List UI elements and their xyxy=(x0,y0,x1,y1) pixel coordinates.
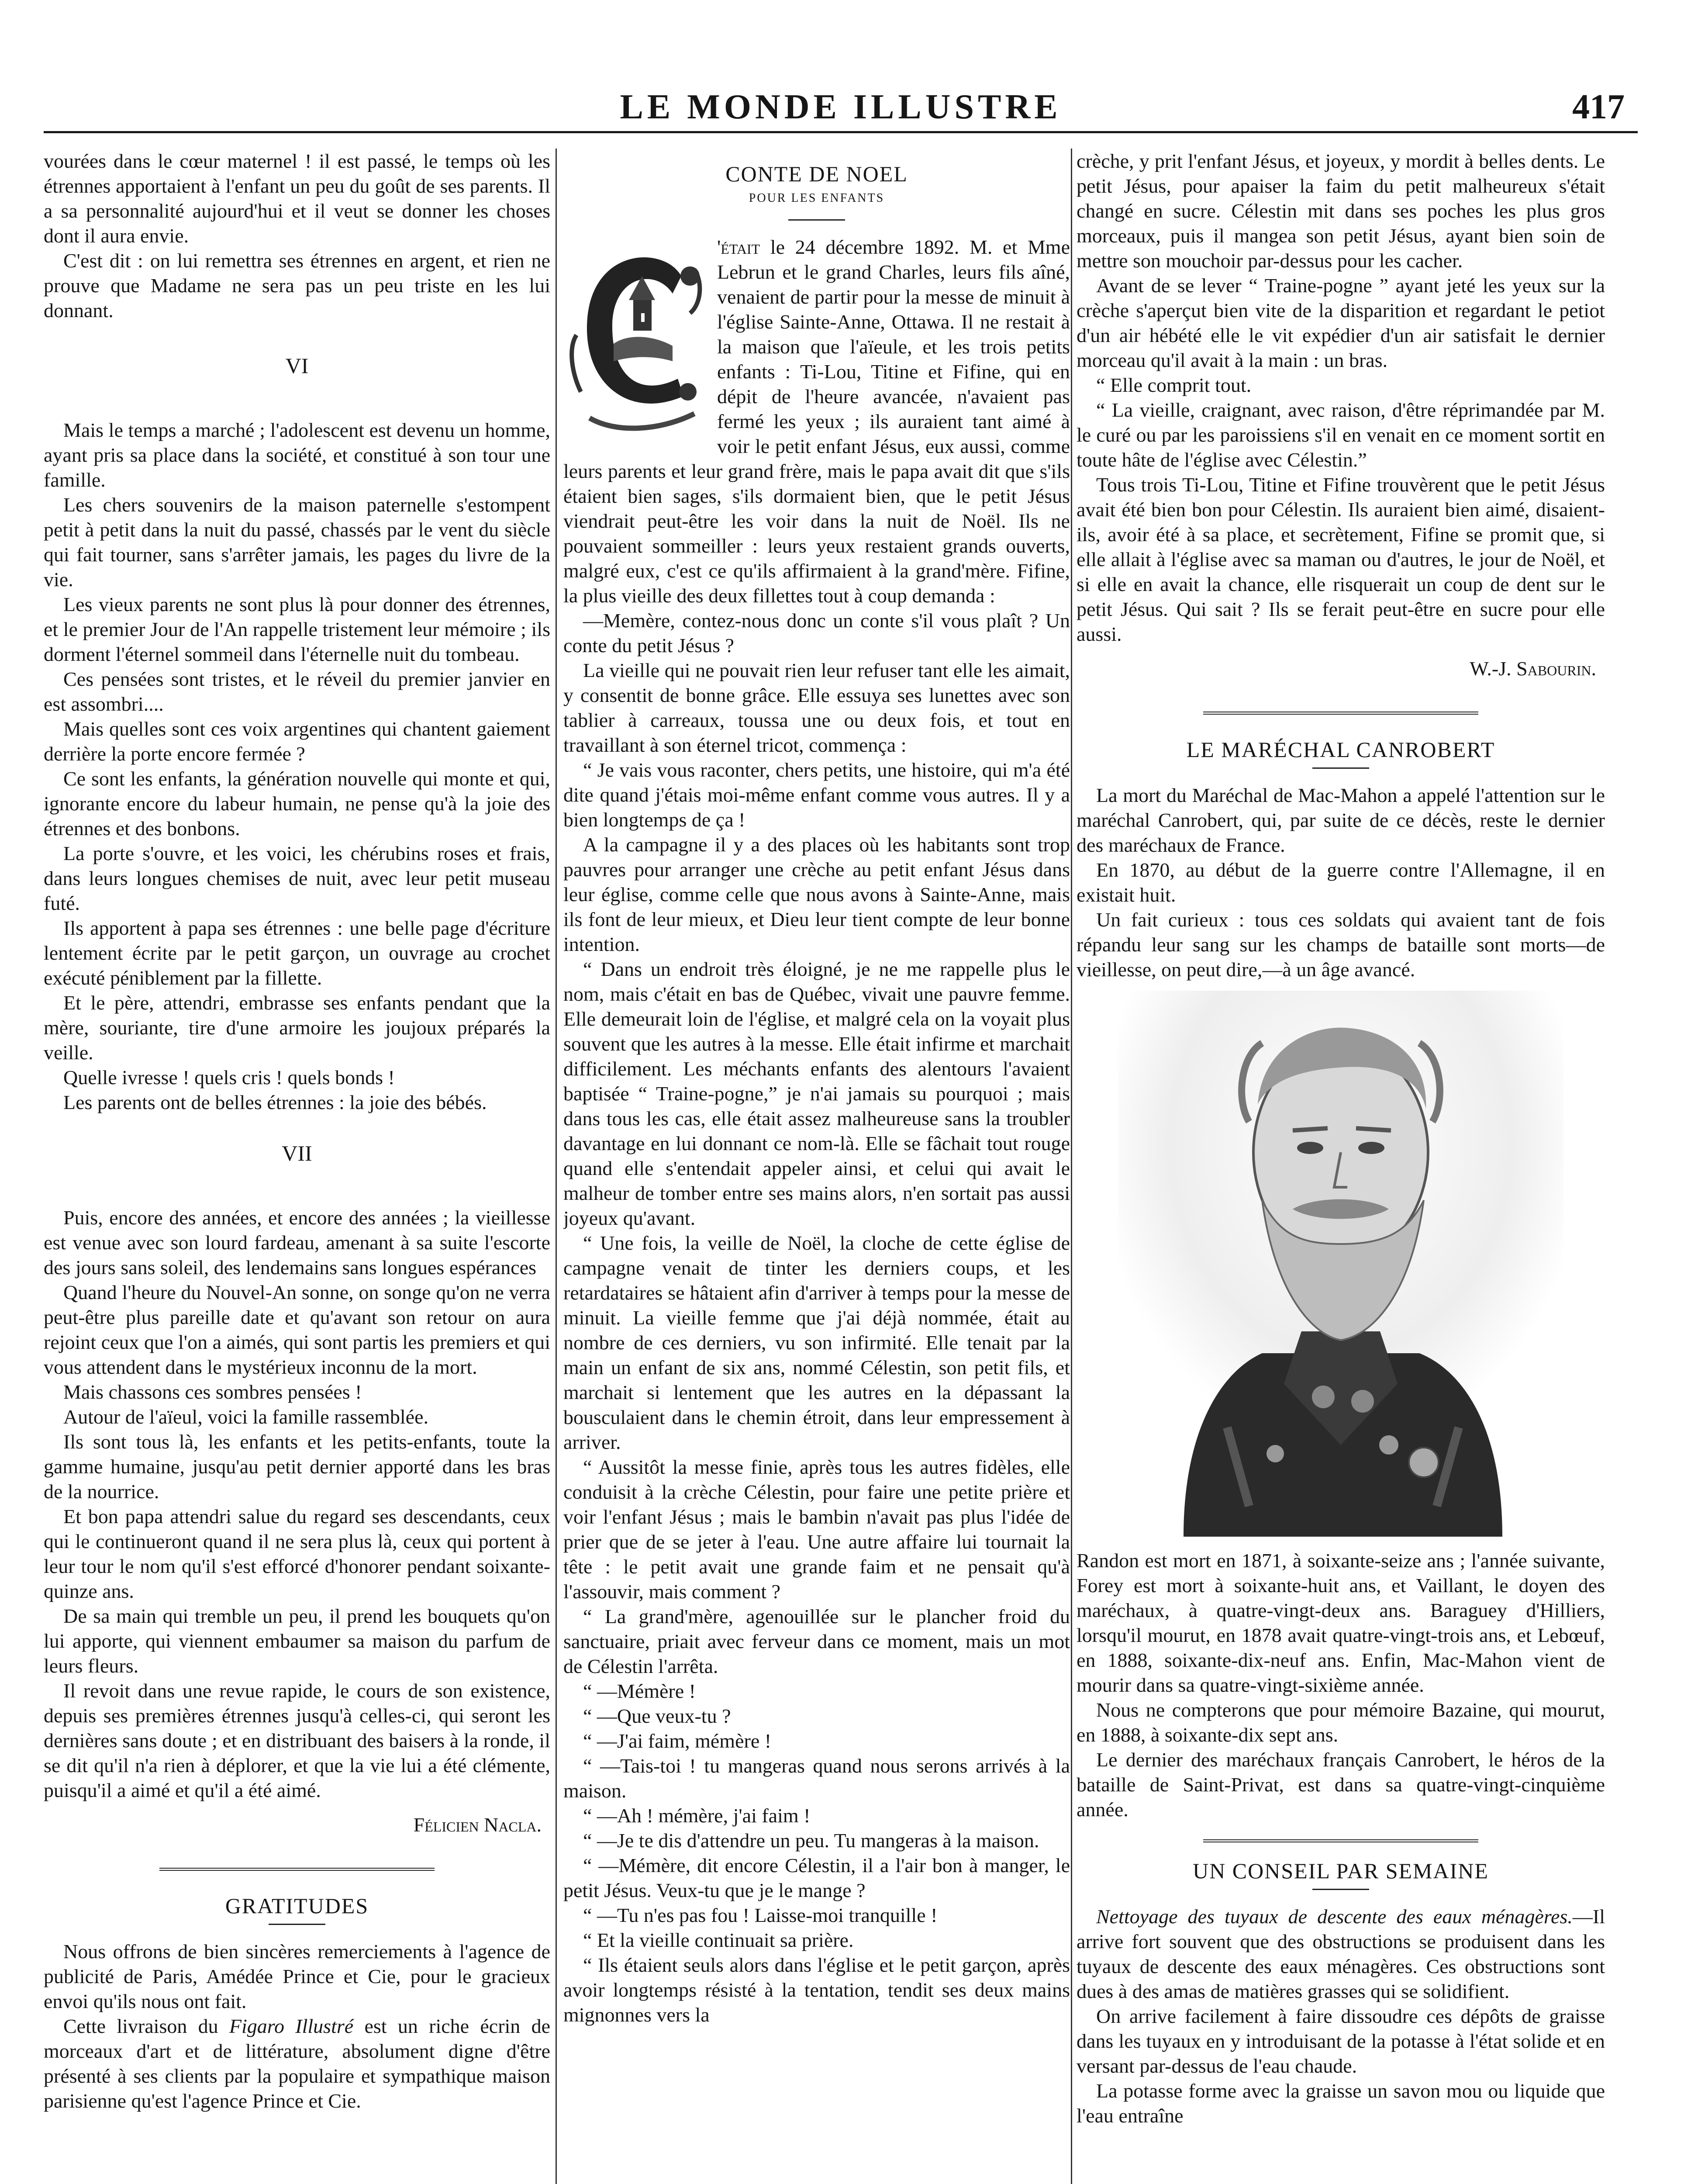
paragraph: “ Et la vieille continuait sa prière. xyxy=(583,1929,854,1951)
conte-header xyxy=(563,162,1070,221)
paragraph: La porte s'ouvre, et les voici, les chérubins roses et frais, dans leurs longues chemises de nuit, avec leur petit museau futé. xyxy=(44,842,550,914)
text: —Il arrive fort souvent que des obstructions se produisent dans les tuyaux de descente des eaux ménagères. Ces obstructions sont dues à des amas de matières grasses qui se solidifient. xyxy=(1077,1905,1605,2002)
paragraph: Le dernier des maréchaux français Canrobert, le héros de la bataille de Saint-Privat, est dans sa quatre-vingt-cinquième année. xyxy=(1077,1749,1605,1821)
conseil-header xyxy=(1077,1839,1605,1890)
column-1 xyxy=(44,149,550,2184)
paragraph: Les parents ont de belles étrennes : la joie des bébés. xyxy=(63,1091,487,1113)
paragraph: vourées dans le cœur maternel ! il est passé, le temps où les étrennes apportaient à l'enfant un peu du goût de ses parents. Il a sa personnalité aujourd'hui et il veut se donner les choses dont il aura envie. xyxy=(44,150,550,247)
paragraph: “ Aussitôt la messe finie, après tous les autres fidèles, elle conduisit à la crèche Célestin, pour faire une petite prière et voir l'enfant Jésus ; mais le bambin n'avait pas plus l'idée de prier que de se jeter à l'eau. Une autre affaire lui tournait la tête : le petit avait une grande faim et ne pensait qu'à l'assouvir, mais comment ? xyxy=(563,1456,1070,1603)
paragraph: Mais quelles sont ces voix argentines qui chantent gaiement derrière la porte encore fermée ? xyxy=(44,718,550,765)
canrobert-header xyxy=(1077,712,1605,769)
paragraph: En 1870, au début de la guerre contre l'Allemagne, il en existait huit. xyxy=(1077,859,1605,906)
paragraph: Les vieux parents ne sont plus là pour donner des étrennes, et le premier Jour de l'An rappelle tristement leur mémoire ; ils dorment l'éternel sommeil dans l'éternelle nuit du tombeau. xyxy=(44,593,550,665)
paragraph: Et le père, attendri, embrasse ses enfants pendant que la mère, souriante, tire d'une armoire les joujoux préparés la veille. xyxy=(44,992,550,1064)
paragraph: C'est dit : on lui remettra ses étrennes en argent, et rien ne prouve que Madame ne sera pas un peu triste en les lui donnant. xyxy=(44,249,550,321)
paragraph: Mais le temps a marché ; l'adolescent est devenu un homme, ayant pris sa place dans la société, et constitué à son tour une famille. xyxy=(44,419,550,491)
paragraph: —Memère, contez-nous donc un conte s'il vous plaît ? Un conte du petit Jésus ? xyxy=(563,609,1070,657)
paragraph: La mort du Maréchal de Mac-Mahon a appelé l'attention sur le maréchal Canrobert, qui, par suite de ce décès, reste le dernier des maréchaux de France. xyxy=(1077,784,1605,856)
paragraph: “ —J'ai faim, mémère ! xyxy=(583,1730,772,1752)
paragraph: Un fait curieux : tous ces soldats qui avaient tant de fois répandu leur sang sur les champs de bataille sont morts—de vieillesse, on peut dire,—à un âge avancé. xyxy=(1077,909,1605,981)
paragraph: “ —Tais-toi ! tu mangeras quand nous serons arrivés à la maison. xyxy=(563,1755,1070,1802)
paragraph: Quelle ivresse ! quels cris ! quels bonds ! xyxy=(63,1066,395,1089)
title-rule xyxy=(788,219,845,221)
text: le 24 décembre 1892. M. et Mme Lebrun et le grand Charles, leurs fils aîné, venaient de partir pour la messe de minuit à l'église Sainte-Anne, Ottawa. Il ne restait à la maison que l'aïeule, et les trois petits enfants : Ti-Lou, Titine et Fifine, qui en dépit de l'heure avancée, n'avaient pas fermé les yeux ; ils auraient tant aimé à voir le petit enfant Jésus, eux aussi, comme leurs parents et leur grand frère, mais le papa avait dit que s'ils étaient bien sages, s'ils dormaient bien, que le petit Jésus viendrait peut-être les voir dans la nuit de Noël. Ils ne pouvaient sommeiller : leurs yeux restaient grands ouverts, malgré eux, c'est ce qu'ils affirmaient à la grand'mère. Fifine, la plus vieille des deux fillettes tout à coup demanda : xyxy=(563,236,1070,607)
section-rule xyxy=(1203,1839,1478,1843)
gratitudes-header xyxy=(44,1868,550,1925)
paragraph: “ Ils étaient seuls alors dans l'église et le petit garçon, après avoir longtemps résisté à la tentation, tendit ses deux mains mignonnes vers la xyxy=(563,1954,1070,2026)
canrobert-portrait xyxy=(1118,991,1563,1537)
column-divider xyxy=(1071,149,1072,2184)
section-title: UN CONSEIL PAR SEMAINE xyxy=(1193,1859,1489,1883)
text: Cette livraison du xyxy=(63,2015,229,2037)
article-title: CONTE DE NOEL xyxy=(725,162,908,186)
section-rule xyxy=(159,1868,435,1872)
paragraph: Mais chassons ces sombres pensées ! xyxy=(63,1381,362,1403)
title-rule xyxy=(1312,767,1369,769)
title-rule xyxy=(1312,1889,1369,1890)
paragraph: Avant de se lever “ Traine-pogne ” ayant jeté les yeux sur la crèche s'aperçut bien vite de la disparition et regardant le petiot d'un air hébété elle le vit expédier d'un air satisfait le dernier morceau qu'il avait à la main : un bras. xyxy=(1077,274,1605,371)
publication-name: Figaro Illustré xyxy=(229,2015,354,2037)
column-2 xyxy=(563,149,1070,2184)
paragraph: crèche, y prit l'enfant Jésus, et joyeux, y mordit à belles dents. Le petit Jésus, pour apaiser la faim du petit malheureux s'était changé en sucre. Célestin mit dans ses poches les plus gros morceaux, puis il mangea son petit Jésus, ayant bien soin de mettre son mouchoir par-dessus pour les cacher. xyxy=(1077,150,1605,272)
paragraph: Il revoit dans une revue rapide, le cours de son existence, depuis ses premières étrennes jusqu'à celles-ci, qui seront les dernières sans doute ; et en distribuant des baisers à la ronde, il se dit qu'il n'a rien à déplorer, et que la vie lui a été clémente, puisqu'il a aimé et qu'il a été aimé. xyxy=(44,1679,550,1801)
paragraph: La potasse forme avec la graisse un savon mou ou liquide que l'eau entraîne xyxy=(1077,2080,1605,2127)
section-rule xyxy=(1203,712,1478,715)
paragraph: Ils sont tous là, les enfants et les petits-enfants, toute la gamme humaine, jusqu'au petit dernier apporté dans les bras de la nourrice. xyxy=(44,1431,550,1503)
paragraph: “ La vieille, craignant, avec raison, d'être réprimandée par M. le curé ou par les paroissiens s'il en venait en ce moment sortit en toute hâte de l'église avec Célestin.” xyxy=(1077,399,1605,471)
column-3 xyxy=(1077,149,1605,2184)
section-title: LE MARÉCHAL CANROBERT xyxy=(1186,737,1495,762)
paragraph: “ —Je te dis d'attendre un peu. Tu mangeras à la maison. xyxy=(583,1829,1039,1852)
paragraph: Nous offrons de bien sincères remerciements à l'agence de publicité de Paris, Amédée Prince et Cie, pour le gracieux envoi qu'ils nous ont fait. xyxy=(44,1940,550,2012)
column-divider xyxy=(556,149,557,2184)
paragraph: “ —Que veux-tu ? xyxy=(583,1705,731,1727)
paragraph: On arrive facilement à faire dissoudre ces dépôts de graisse dans les tuyaux en y introduisant de la potasse à l'état solide et en versant par-dessus de l'eau chaude. xyxy=(1077,2005,1605,2077)
paragraph: “ —Mémère, dit encore Célestin, il a l'air bon à manger, le petit Jésus. Veux-tu que je le mange ? xyxy=(563,1854,1070,1901)
header-rule xyxy=(44,131,1638,133)
paragraph xyxy=(1077,1904,1605,2004)
paragraph: Ce sont les enfants, la génération nouvelle qui monte et qui, ignorante encore du labeur humain, ne pense qu'à la joie des étrennes et des bonbons. xyxy=(44,767,550,840)
paragraph xyxy=(44,2014,550,2113)
page-number: 417 xyxy=(1572,88,1625,126)
article-subtitle: POUR LES ENFANTS xyxy=(749,191,885,205)
section-heading-vii: VII xyxy=(282,1141,312,1165)
paragraph: Ils apportent à papa ses étrennes : une belle page d'écriture lentement écrite par le petit garçon, un ouvrage au crochet exécuté péniblement par la fillette. xyxy=(44,917,550,989)
paragraph: “ —Tu n'es pas fou ! Laisse-moi tranquille ! xyxy=(583,1904,938,1926)
paragraph: “ La grand'mère, agenouillée sur le plancher froid du sanctuaire, priait avec ferveur dans ce moment, mais un mot de Célestin l'arrêta. xyxy=(563,1605,1070,1677)
page-header xyxy=(44,87,1638,135)
paragraph: Ces pensées sont tristes, et le réveil du premier janvier en est assombri.... xyxy=(44,668,550,715)
section-heading-vi: VI xyxy=(285,353,309,378)
paragraph: “ —Mémère ! xyxy=(583,1680,696,1702)
author-signature: Félicien Nacla. xyxy=(413,1814,542,1836)
paragraph: Tous trois Ti-Lou, Titine et Fifine trouvèrent que le petit Jésus avait été bien bon pour Célestin. Ils auraient bien aimé, disaient-ils, avoir été à sa place, et secrètement, Fifine se promit que, si elle allait à l'église avec sa maman ou d'autres, le jour de Noël, et si elle en avait la chance, elle risquerait un coup de dent sur le petit Jésus. Qui sait ? Ils se ferait peut-être en sucre pour elle aussi. xyxy=(1077,473,1605,645)
paragraph: Puis, encore des années, et encore des années ; la vieillesse est venue avec son lourd fardeau, amenant à sa suite l'escorte des jours sans soleil, des lendemains sans longues espérances xyxy=(44,1206,550,1279)
decorated-initial-c xyxy=(563,235,707,435)
author-signature: W.-J. Sabourin. xyxy=(1470,657,1596,680)
paragraph: Nous ne compterons que pour mémoire Bazaine, qui mourut, en 1888, à soixante-dix sept ans. xyxy=(1077,1699,1605,1746)
text: 'était xyxy=(717,236,760,258)
paragraph: Quand l'heure du Nouvel-An sonne, on songe qu'on ne verra peut-être plus pareille date et qu'avant son retour on aura rejoint ceux que l'on a aimés, qui sont partis les premiers et qui vous attendent dans le mystérieux inconnu de la mort. xyxy=(44,1281,550,1378)
section-title: GRATITUDES xyxy=(225,1894,369,1918)
advice-heading: Nettoyage des tuyaux de descente des eaux ménagères. xyxy=(1096,1905,1573,1928)
paragraph: “ Dans un endroit très éloigné, je ne me rappelle plus le nom, mais c'était en bas de Québec, vivait une pauvre femme. Elle demeurait loin de l'église, et malgré cela on la voyait plus souvent que les autres à la messe. Elle était infirme et marchait difficilement. Les méchants enfants des alentours l'avaient baptisée “ Traine-pogne,” je n'ai jamais su pourquoi ; mais dans tous les cas, elle était assez malheureuse sans la troubler davantage en lui donnant ce nom-là. Elle se fâchait tout rouge quand elle s'entendait appeler ainsi, et celui qui avait le malheur de tomber entre ses mains alors, n'en sortait pas aussi joyeux qu'avant. xyxy=(563,958,1070,1229)
paragraph: Les chers souvenirs de la maison paternelle s'estompent petit à petit dans la nuit du passé, chassés par le vent du siècle qui fait tourner, sans s'arrêter jamais, les pages du livre de la vie. xyxy=(44,494,550,591)
portrait-engraving xyxy=(1118,991,1563,1537)
paragraph: A la campagne il y a des places où les habitants sont trop pauvres pour arranger une crèche au petit enfant Jésus dans leur église, comme celle que nous avons à Sainte-Anne, mais ils font de leur mieux, et Dieu leur tient compte de leur bonne intention. xyxy=(563,833,1070,955)
paragraph: “ Je vais vous raconter, chers petits, une histoire, qui m'a été dite quand j'étais moi-même enfant comme vous autres. Il y a bien longtemps de ça ! xyxy=(563,759,1070,831)
paragraph: “ Elle comprit tout. xyxy=(1096,374,1252,396)
decorated-initial-c-drawing xyxy=(563,235,707,435)
title-rule xyxy=(269,1924,325,1925)
paragraph: Et bon papa attendri salue du regard ses descendants, ceux qui le continueront quand il ne sera plus là, ceux qui portent à leur tour le nom qu'il s'est efforcé d'honorer pendant soixante-quinze ans. xyxy=(44,1505,550,1602)
paragraph: “ Une fois, la veille de Noël, la cloche de cette église de campagne venait de tinter les derniers coups, et les retardataires se hâtaient afin d'arriver à temps pour la messe de minuit. La vieille femme que j'ai déjà nommée, était au nombre de ces derniers, vu son infirmité. Elle tenait par la main un enfant de six ans, nommé Célestin, son petit fils, et marchait si lentement que les autres en la dépassant la bousculaient dans le chemin étroit, dans leur empressement à arriver. xyxy=(563,1232,1070,1453)
paragraph: Autour de l'aïeul, voici la famille rassemblée. xyxy=(63,1406,428,1428)
text: est un riche écrin de morceaux d'art et de littérature, absolument digne d'être présenté à ses clients par la populaire et sympathique maison parisienne qu'est l'agence Prince et Cie. xyxy=(44,2015,550,2112)
paragraph: De sa main qui tremble un peu, il prend les bouquets qu'on lui apporte, qui viennent embaumer sa maison du parfum de leurs fleurs. xyxy=(44,1605,550,1677)
paragraph: “ —Ah ! mémère, j'ai faim ! xyxy=(583,1804,811,1827)
journal-title: LE MONDE ILLUSTRE xyxy=(620,88,1062,126)
paragraph: Randon est mort en 1871, à soixante-seize ans ; l'année suivante, Forey est mort à soixante-huit ans, et Vaillant, le doyen des maréchaux, à quatre-vingt-deux ans. Baraguey d'Hilliers, lorsqu'il mourut, en 1878 avait quatre-vingt-trois ans, et Lebœuf, en 1888, soixante-dix-neuf ans. Enfin, Mac-Mahon vient de mourir dans sa quatre-vingt-sixième année. xyxy=(1077,1549,1605,1696)
paragraph: La vieille qui ne pouvait rien leur refuser tant elle les aimait, y consentit de bonne grâce. Elle essuya ses lunettes avec son tablier à carreaux, toussa une ou deux fois, et tout en travaillant à son éternel tricot, commença : xyxy=(563,659,1070,756)
